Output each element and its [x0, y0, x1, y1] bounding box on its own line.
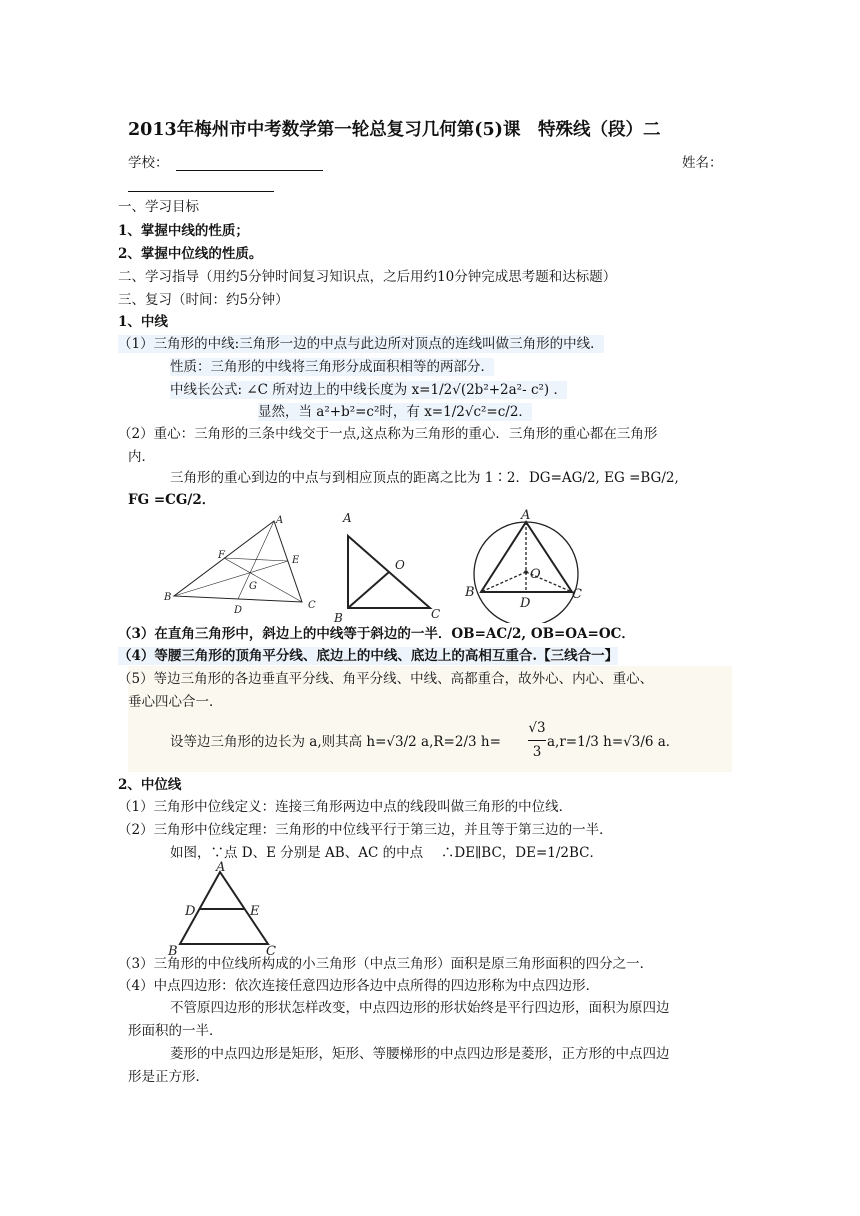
figure-centroid: [160, 510, 330, 620]
midline-example: 如图，∵点 D、E 分别是 AB、AC 的中点 ∴DE∥BC，DE=1/2BC．: [170, 845, 604, 861]
fig2-label-B: B: [334, 611, 343, 625]
isosceles-three-lines: （4）等腰三角形的顶角平分线、底边上的中线、底边上的高相互重合.【三线合一】: [118, 648, 619, 664]
fig1-label-D: D: [234, 605, 243, 616]
fraction-numerator: √3: [528, 720, 546, 736]
fig4-label-D: D: [185, 904, 196, 919]
fig1-label-E: E: [292, 555, 300, 566]
median-definition: （1）三角形的中线:三角形一边的中点与此边所对顶点的连线叫做三角形的中线．: [118, 336, 604, 352]
section-goals: 一、学习目标: [118, 199, 199, 215]
fig3-label-C: C: [572, 587, 582, 602]
midpoint-quad-text-4: 形是正方形．: [128, 1069, 209, 1085]
fraction-bar: [528, 740, 546, 741]
fig1-label-B: B: [164, 592, 172, 603]
fig1-label-A: A: [276, 515, 284, 526]
fig4-label-B: B: [168, 944, 178, 959]
centroid-ratio-2: FG =CG/2．: [128, 492, 216, 508]
midpoint-quad-text-1: 不管原四边形的形状怎样改变，中点四边形的形状始终是平行四边形，面积为原四边: [170, 1000, 670, 1016]
fig4-label-E: E: [250, 904, 260, 919]
heading-median: 1、中线: [118, 314, 168, 330]
centroid-text-2: 内．: [128, 449, 155, 465]
equilateral-formula-pre: 设等边三角形的边长为 a,则其高 h=√3/2 a,R=2/3 h=: [170, 734, 501, 750]
midpoint-quadrilateral: （4）中点四边形：依次连接任意四边形各边中点所得的四边形称为中点四边形．: [118, 978, 600, 994]
midpoint-quad-text-2: 形面积的一半．: [128, 1023, 223, 1039]
fig2-label-O: O: [395, 558, 405, 572]
heading-midline: 2、中位线: [118, 777, 182, 793]
name-label: 姓名：: [682, 155, 723, 171]
section-review: 三、复习（时间：约5分钟）: [118, 292, 289, 308]
school-label: 学校：: [128, 155, 169, 171]
goal-2: 2、掌握中位线的性质。: [118, 246, 263, 262]
figure-equilateral-circle: [460, 505, 600, 623]
fig2-label-C: C: [431, 607, 441, 621]
midpoint-quad-text-3: 菱形的中点四边形是矩形，矩形、等腰梯形的中点四边形是菱形，正方形的中点四边: [170, 1046, 670, 1062]
midline-definition: （1）三角形中位线定义：连接三角形两边中点的线段叫做三角形的中位线．: [118, 799, 573, 815]
fig1-label-G: G: [249, 581, 257, 592]
document-title: 2013年梅州市中考数学第一轮总复习几何第(5)课 特殊线（段）二: [128, 120, 661, 140]
fig1-label-C: C: [308, 600, 316, 611]
section-guide: 二、学习指导（用约5分钟时间复习知识点，之后用约10分钟完成思考题和达标题）: [118, 269, 617, 285]
school-blank[interactable]: [176, 170, 323, 171]
fig4-label-C: C: [266, 944, 276, 959]
fig1-label-F: F: [218, 550, 225, 561]
fig4-label-A: A: [216, 860, 226, 875]
median-length-formula: 中线长公式: ∠C 所对边上的中线长度为 x=1/2√(2b²+2a²- c²) ．: [170, 382, 567, 398]
goal-1: 1、掌握中线的性质；: [118, 223, 249, 239]
equilateral-text-1: （5）等边三角形的各边垂直平分线、角平分线、中线、高都重合，故外心、内心、重心、: [118, 671, 654, 687]
fraction-denominator: 3: [532, 744, 542, 760]
right-triangle-median: （3）在直角三角形中，斜边上的中线等于斜边的一半．OB=AC/2, OB=OA=OC．: [118, 626, 635, 642]
name-blank[interactable]: [128, 191, 274, 192]
fig2-label-A: A: [343, 511, 352, 525]
equilateral-formula-post: a,r=1/3 h=√3/6 a．: [547, 734, 680, 750]
centroid-text-1: （2）重心：三角形的三条中线交于一点,这点称为三角形的重心．三角形的重心都在三角形: [118, 426, 658, 442]
fig3-label-A: A: [521, 508, 531, 523]
midpoint-triangle-area: （3）三角形的中位线所构成的小三角形（中点三角形）面积是原三角形面积的四分之一．: [118, 956, 654, 972]
median-property: 性质：三角形的中线将三角形分成面积相等的两部分．: [170, 359, 494, 375]
figure-right-triangle: [330, 508, 450, 626]
figure-midline: [160, 860, 290, 960]
centroid-ratio: 三角形的重心到边的中点与到相应顶点的距离之比为 1∶2．DG=AG/2, EG =BG/2,: [170, 470, 679, 486]
midline-theorem: （2）三角形中位线定理：三角形的中位线平行于第三边，并且等于第三边的一半．: [118, 822, 613, 838]
equilateral-text-2: 垂心四心合一．: [128, 694, 223, 710]
median-right-case: 显然，当 a²+b²=c²时，有 x=1/2√c²=c/2．: [258, 404, 532, 420]
fig3-label-D: D: [520, 596, 531, 611]
fig3-label-O: O: [530, 567, 541, 582]
fig3-label-B: B: [465, 585, 475, 600]
